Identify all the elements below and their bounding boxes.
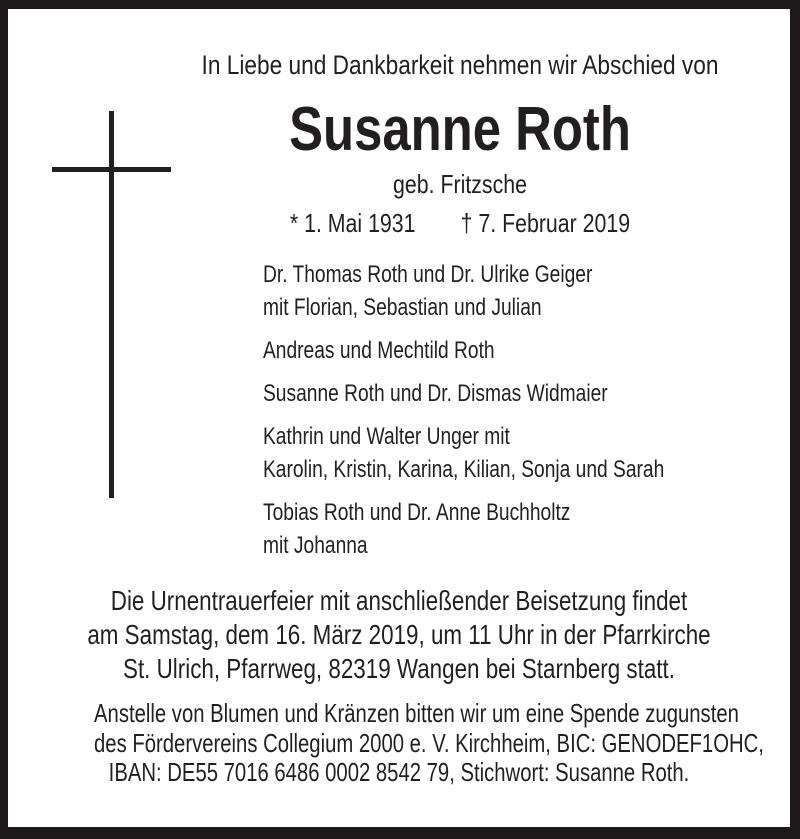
cross-icon (52, 167, 171, 172)
mourner-line: Dr. Thomas Roth und Dr. Ulrike Geiger (263, 261, 593, 288)
mourner-group (263, 334, 679, 367)
mourners-list (263, 258, 679, 572)
funeral-line: Die Urnentrauerfeier mit anschließender Beisetzung findet (110, 585, 688, 616)
funeral-line: St. Ulrich, Pfarrweg, 82319 Wangen bei Starnberg statt. (122, 653, 675, 684)
mourner-line: mit Johanna (263, 532, 368, 559)
donation-line: Anstelle von Blumen und Kränzen bitten wir um eine Spende zugunsten (94, 698, 739, 728)
death-date: † 7. Februar 2019 (460, 208, 631, 238)
birth-date: * 1. Mai 1931 (289, 208, 416, 238)
obituary-card (8, 9, 790, 827)
mourner-group (263, 420, 679, 486)
mourner-group (263, 377, 679, 410)
mourner-line: Tobias Roth und Dr. Anne Buchholtz (263, 499, 571, 526)
donation-info (94, 698, 764, 788)
intro-line: In Liebe und Dankbarkeit nehmen wir Abschied von (201, 50, 719, 80)
donation-line: des Fördervereins Collegium 2000 e. V. Kirchheim, BIC: GENODEF1OHC, (94, 727, 764, 758)
mourner-group (263, 496, 679, 562)
deceased-name: Susanne Roth (289, 95, 631, 164)
mourner-line: Karolin, Kristin, Karina, Kilian, Sonja und Sarah (263, 456, 665, 483)
donation-line: IBAN: DE55 7016 6486 0002 8542 79, Stichwort: Susanne Roth. (108, 757, 690, 787)
mourner-line: Susanne Roth und Dr. Dismas Widmaier (263, 380, 608, 407)
mourner-line: Kathrin und Walter Unger mit (263, 423, 510, 450)
mourner-line: mit Florian, Sebastian und Julian (263, 294, 542, 321)
maiden-name: geb. Fritzsche (393, 169, 527, 199)
funeral-line: am Samstag, dem 16. März 2019, um 11 Uhr in der Pfarrkirche (87, 619, 711, 650)
life-dates (181, 210, 739, 236)
mourner-group (263, 258, 679, 324)
mourner-line: Andreas und Mechtild Roth (263, 337, 495, 364)
funeral-info (86, 584, 712, 686)
